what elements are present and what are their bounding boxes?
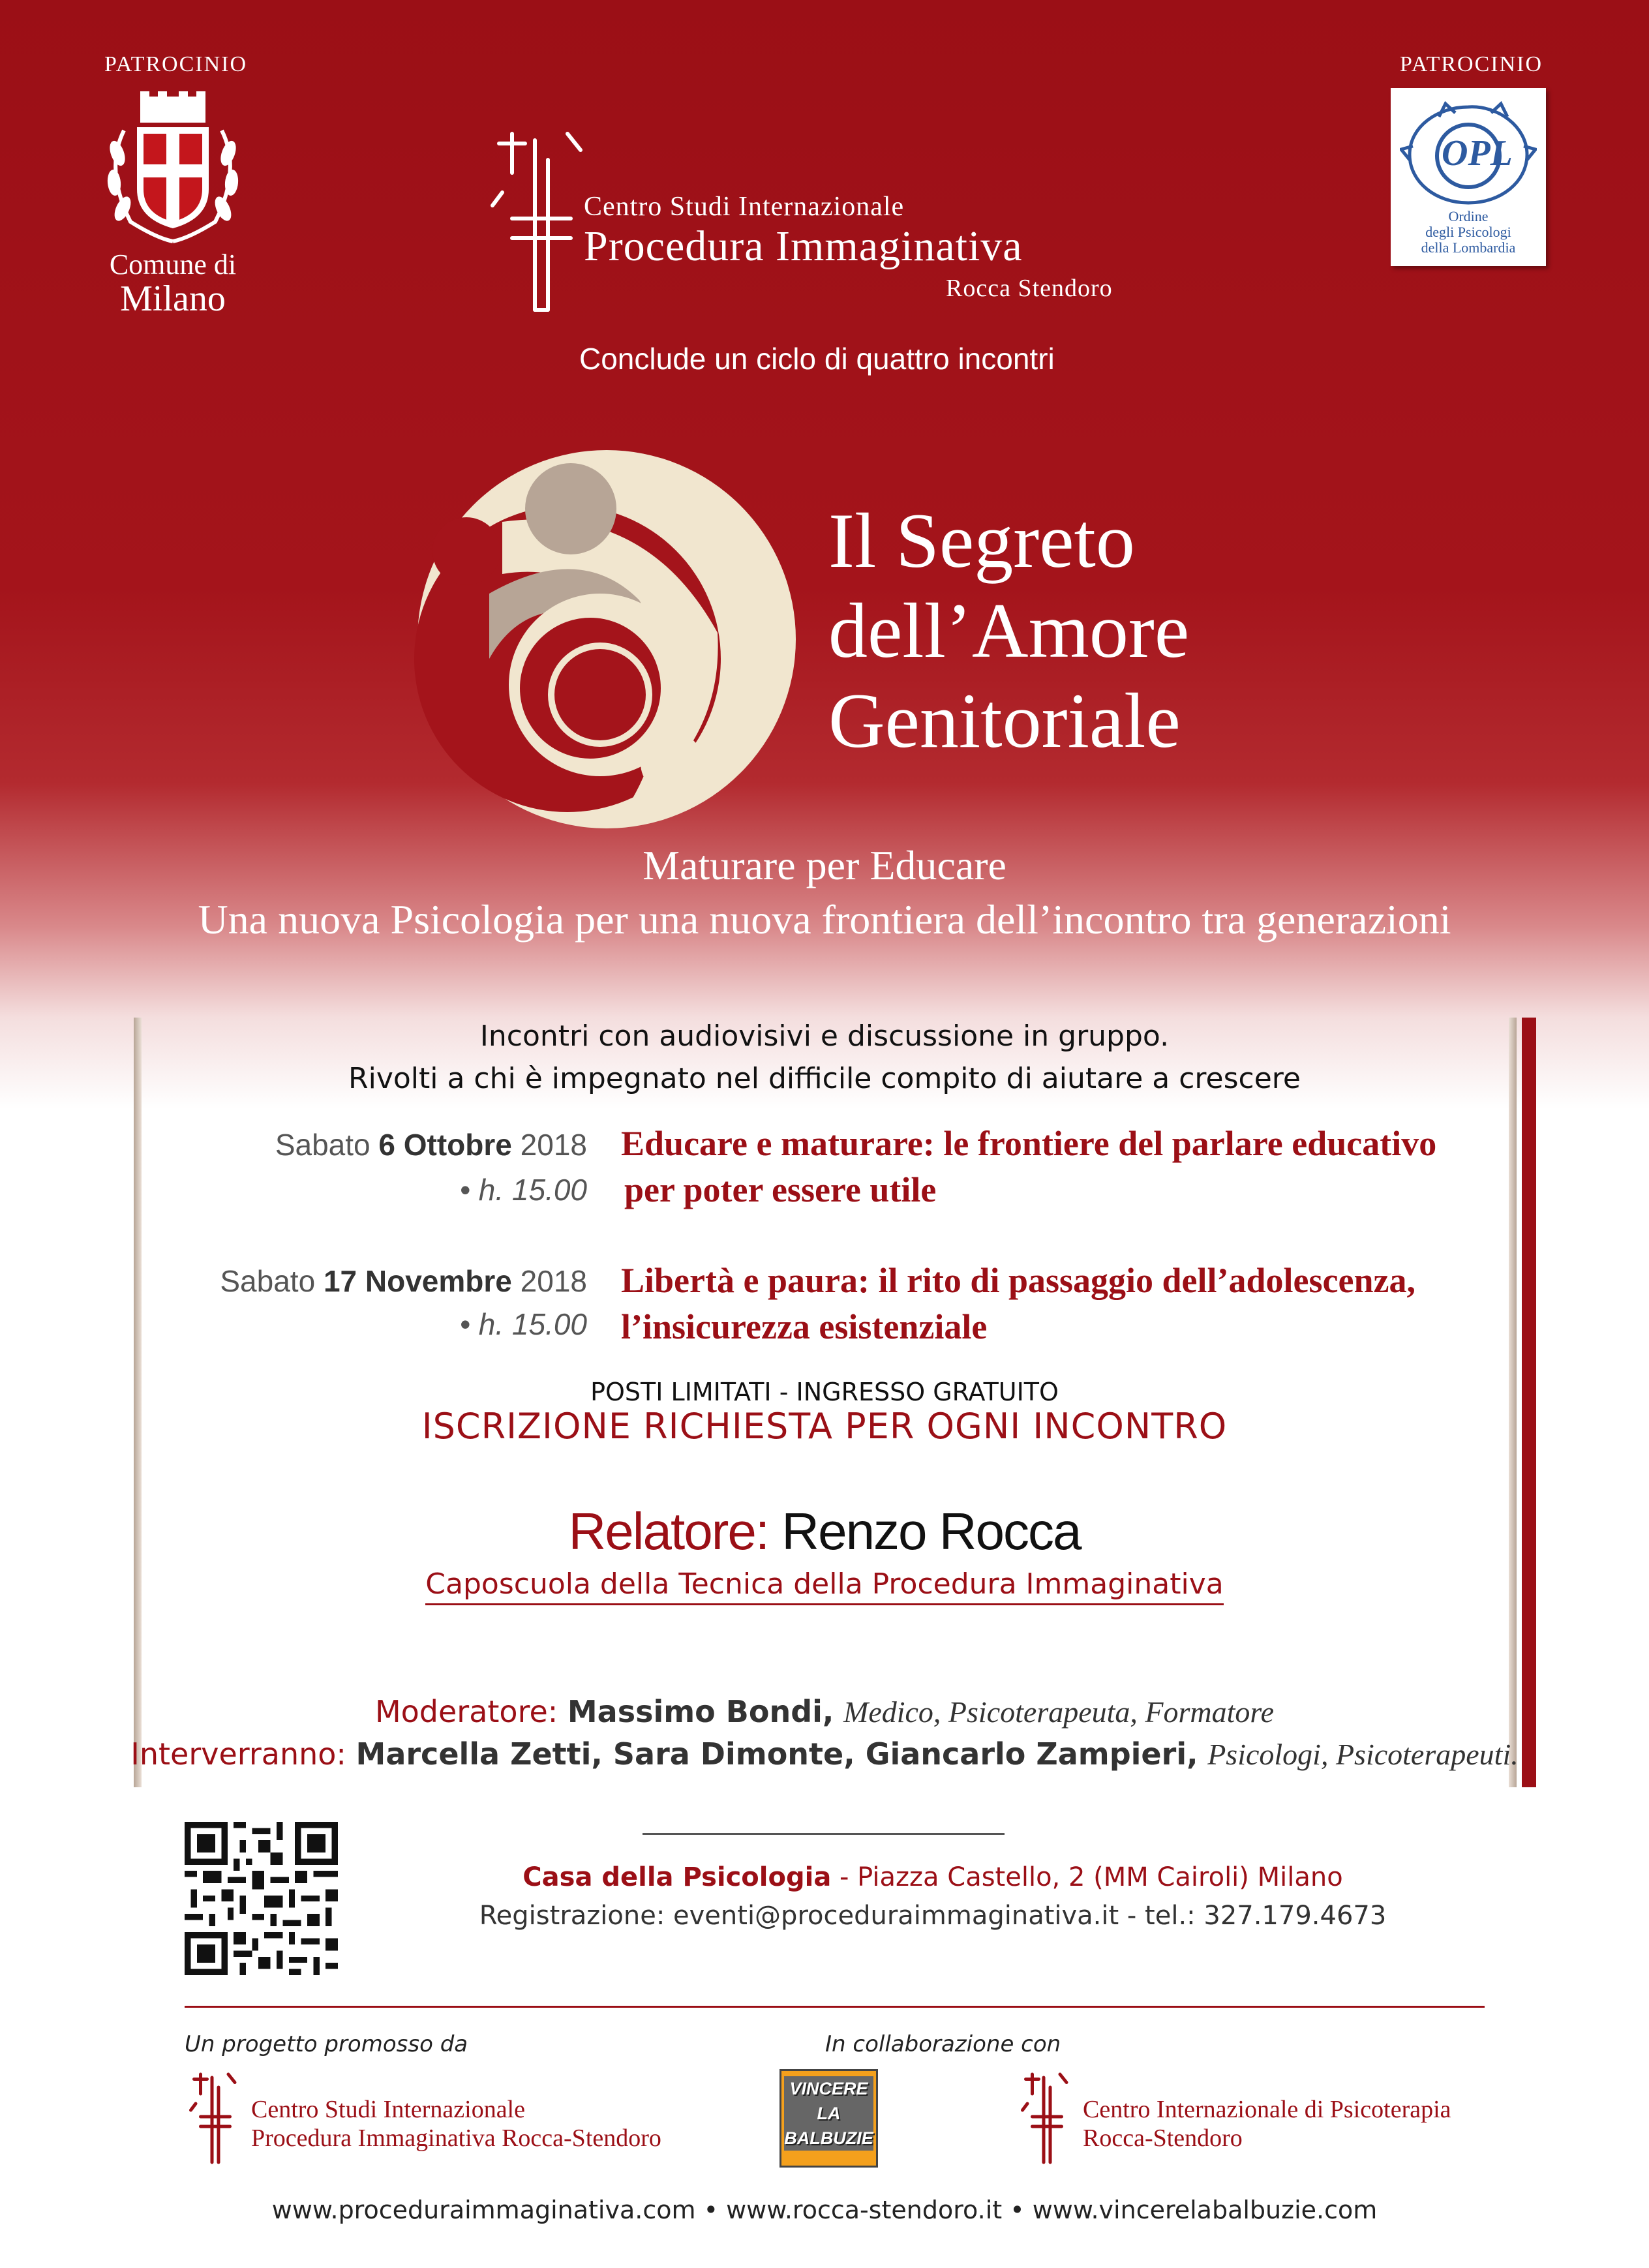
conclude-text: Conclude un ciclo di quattro incontri (579, 342, 1055, 376)
opl-text (1391, 209, 1546, 256)
interverranno-role: Psicologi, Psicoterapeuti. (1207, 1738, 1519, 1771)
centro-line2: Procedura Immaginativa (584, 222, 1023, 270)
interverranno-label: Interverranno: (130, 1736, 346, 1772)
relatore (0, 1502, 1649, 1562)
partner1-logo-icon (179, 2068, 251, 2166)
partner2-line2: Rocca-Stendoro (1083, 2124, 1243, 2152)
centro-line3: Rocca Stendoro (946, 275, 1113, 302)
opl-line3: della Lombardia (1421, 239, 1516, 256)
venue-divider (643, 1833, 1005, 1835)
comune-line2: Milano (120, 279, 226, 319)
partner2-line1: Centro Internazionale di Psicoterapia (1083, 2096, 1451, 2123)
caposcuola-text: Caposcuola della Tecnica della Procedura Immaginativa (425, 1567, 1223, 1605)
subtitle-line1: Maturare per Educare (643, 842, 1006, 888)
venue-address: - Piazza Castello, 2 (MM Cairoli) Milano (840, 1862, 1343, 1892)
family-emblem-icon (411, 444, 802, 848)
opl-line2: degli Psicologi (1425, 224, 1511, 240)
bottom-divider (185, 2006, 1485, 2008)
vincere-line2: LA (817, 2104, 841, 2123)
event1-year: 2018 (520, 1128, 587, 1162)
event2-time: • h. 15.00 (459, 1307, 587, 1341)
vincere-text (784, 2076, 873, 2151)
vincere-line1: VINCERE (789, 2079, 868, 2098)
moderatore-name: Massimo Bondi, (567, 1694, 834, 1729)
opl-initials: OPL (1442, 133, 1513, 174)
event1-title-line1: Educare e maturare: le frontiere del parlare educativo (621, 1124, 1437, 1163)
relatore-label: Relatore: (568, 1502, 769, 1560)
event1-title-line2: per poter essere utile (624, 1170, 937, 1209)
event2-daymonth: 17 Novembre (323, 1264, 512, 1298)
title-line2: dell’Amore (828, 587, 1190, 674)
opl-logo (1391, 88, 1546, 266)
moderatore-label: Moderatore: (374, 1694, 558, 1729)
event2-title-line2: l’insicurezza esistenziale (621, 1307, 988, 1346)
intro-line2: Rivolti a chi è impegnato nel difficile compito di aiutare a crescere (348, 1062, 1301, 1095)
centro-line1: Centro Studi Internazionale (584, 192, 905, 222)
main-title (828, 496, 1189, 766)
event2-day: Sabato (220, 1264, 316, 1298)
title-line3: Genitoriale (828, 677, 1181, 764)
partner1-name (251, 2095, 661, 2153)
footer-websites[interactable]: www.proceduraimmaginativa.com • www.rocca-stendoro.it • www.vincerelabalbuzie.com (271, 2196, 1378, 2224)
partner2-name (1083, 2095, 1451, 2153)
subtitle-line2: Una nuova Psicologia per una nuova frontiera dell’incontro tra generazioni (198, 896, 1451, 943)
venue-place: Casa della Psicologia (522, 1862, 832, 1892)
intro-line1: Incontri con audiovisivi e discussione in gruppo. (479, 1020, 1170, 1053)
patrocinio-left-label: PATROCINIO (104, 52, 248, 76)
qr-code-icon[interactable] (185, 1822, 338, 1975)
posti-limitati: POSTI LIMITATI - INGRESSO GRATUITO (590, 1378, 1059, 1406)
relatore-name: Renzo Rocca (781, 1502, 1081, 1560)
event2-date (196, 1263, 587, 1299)
title-line1: Il Segreto (828, 497, 1135, 584)
event1-time: • h. 15.00 (459, 1173, 587, 1207)
caposcuola (0, 1567, 1649, 1601)
registration-info[interactable]: Registrazione: eventi@proceduraimmaginativa.it - tel.: 327.179.4673 (479, 1901, 1387, 1931)
partner1-line2: Procedura Immaginativa Rocca-Stendoro (251, 2124, 661, 2152)
comune-name (85, 248, 261, 319)
opl-line1: Ordine (1448, 208, 1489, 224)
event1-daymonth: 6 Ottobre (378, 1128, 512, 1162)
interverranno-names: Marcella Zetti, Sara Dimonte, Giancarlo Zampieri, (356, 1736, 1198, 1772)
vincere-line3: BALBUZIE (784, 2128, 873, 2148)
partner2-logo-icon (1011, 2068, 1083, 2166)
moderatore-role: Medico, Psicoterapeuta, Formatore (843, 1695, 1275, 1729)
iscrizione-richiesta: ISCRIZIONE RICHIESTA PER OGNI INCONTRO (421, 1406, 1228, 1447)
event1-date (196, 1127, 587, 1162)
procedura-logo-icon (486, 121, 597, 316)
event2-year: 2018 (520, 1264, 587, 1298)
moderatore (0, 1694, 1649, 1729)
event2-title-line1: Libertà e paura: il rito di passaggio dell’adolescenza, (621, 1261, 1415, 1300)
promoted-by-label: Un progetto promosso da (185, 2031, 468, 2057)
interverranno (0, 1736, 1649, 1772)
comune-line1: Comune di (109, 249, 237, 280)
patrocinio-right-label: PATROCINIO (1400, 52, 1543, 76)
milano-crest-icon (98, 91, 248, 245)
vincere-logo (779, 2069, 878, 2168)
collab-with-label: In collaborazione con (825, 2031, 1061, 2057)
venue-line (365, 1862, 1500, 1892)
partner1-line1: Centro Studi Internazionale (251, 2096, 525, 2123)
event1-day: Sabato (275, 1128, 371, 1162)
